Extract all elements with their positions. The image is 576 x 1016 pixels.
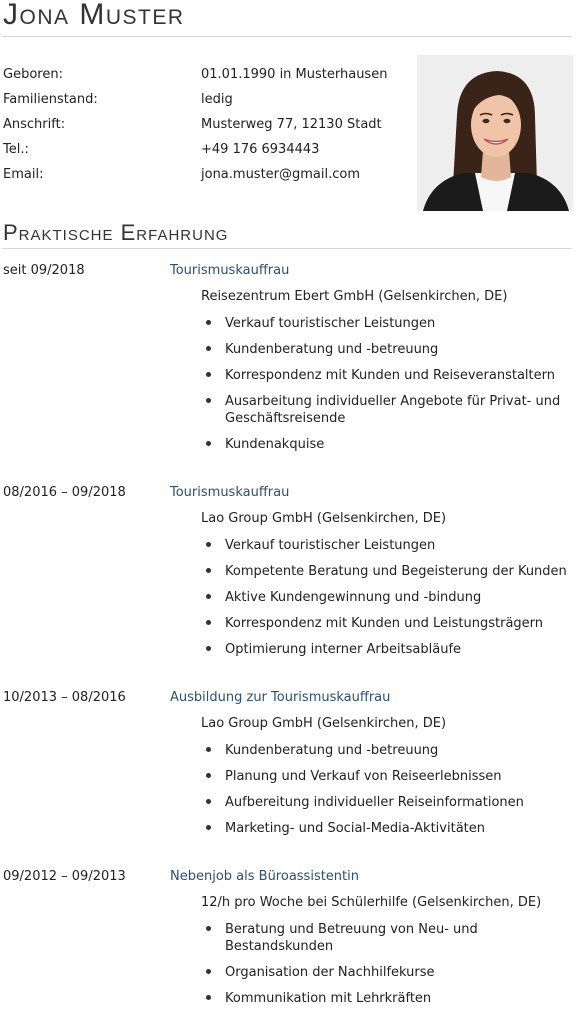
- personal-value: +49 176 6934443: [201, 142, 320, 157]
- profile-photo: [417, 55, 573, 211]
- personal-value: jona.muster@gmail.com: [201, 167, 361, 182]
- list-item: Planung und Verkauf von Reiseerlebnissen: [201, 768, 571, 785]
- personal-label: Anschrift:: [3, 117, 66, 132]
- list-item: Kundenberatung und -betreuung: [201, 341, 571, 358]
- entry-role: Tourismuskauffrau: [170, 485, 290, 500]
- personal-value: Musterweg 77, 12130 Stadt: [201, 117, 382, 132]
- entry-date: 08/2016 – 09/2018: [3, 485, 126, 500]
- list-item: Kommunikation mit Lehrkräften: [201, 990, 571, 1007]
- list-item: Verkauf touristischer Leistungen: [201, 315, 571, 332]
- entry-company: Lao Group GmbH (Gelsenkirchen, DE): [201, 716, 447, 731]
- personal-label: Familienstand:: [3, 92, 98, 107]
- entry-date: 10/2013 – 08/2016: [3, 690, 126, 705]
- list-item: Beratung und Betreuung von Neu- und Bestandskunden: [201, 921, 571, 955]
- entry-company: Reisezentrum Ebert GmbH (Gelsenkirchen, DE): [201, 289, 508, 304]
- entry-date: 09/2012 – 09/2013: [3, 869, 126, 884]
- header-divider: [2, 36, 572, 37]
- list-item: Kompetente Beratung und Begeisterung der Kunden: [201, 563, 571, 580]
- entry-task-list: [201, 537, 571, 667]
- list-item: Aktive Kundengewinnung und -bindung: [201, 589, 571, 606]
- list-item: Marketing- und Social-Media-Aktivitäten: [201, 820, 571, 837]
- list-item: Organisation der Nachhilfekurse: [201, 964, 571, 981]
- entry-date: seit 09/2018: [3, 263, 85, 278]
- personal-label: Tel.:: [3, 142, 29, 157]
- personal-label: Geboren:: [3, 67, 63, 82]
- personal-label: Email:: [3, 167, 44, 182]
- entry-role: Tourismuskauffrau: [170, 263, 290, 278]
- section-divider: [2, 248, 572, 249]
- personal-value: 01.01.1990 in Musterhausen: [201, 67, 388, 82]
- list-item: Aufbereitung individueller Reiseinformationen: [201, 794, 571, 811]
- list-item: Ausarbeitung individueller Angebote für Privat- und Geschäftsreisende: [201, 393, 571, 427]
- entry-role: Nebenjob als Büroassistentin: [170, 869, 359, 884]
- entry-task-list: [201, 315, 571, 462]
- section-title-experience: Praktische Erfahrung: [3, 220, 229, 245]
- portrait-image: [417, 55, 573, 211]
- list-item: Korrespondenz mit Kunden und Leistungsträgern: [201, 615, 571, 632]
- list-item: Optimierung interner Arbeitsabläufe: [201, 641, 571, 658]
- list-item: Kundenberatung und -betreuung: [201, 742, 571, 759]
- entry-task-list: [201, 921, 571, 1016]
- cv-name-title: Jona Muster: [3, 0, 185, 31]
- list-item: Korrespondenz mit Kunden und Reiseveranstaltern: [201, 367, 571, 384]
- list-item: Verkauf touristischer Leistungen: [201, 537, 571, 554]
- entry-company: Lao Group GmbH (Gelsenkirchen, DE): [201, 511, 447, 526]
- list-item: Kundenakquise: [201, 436, 571, 453]
- personal-value: ledig: [201, 92, 233, 107]
- entry-company: 12/h pro Woche bei Schülerhilfe (Gelsenkirchen, DE): [201, 895, 542, 910]
- entry-role: Ausbildung zur Tourismuskauffrau: [170, 690, 391, 705]
- entry-task-list: [201, 742, 571, 846]
